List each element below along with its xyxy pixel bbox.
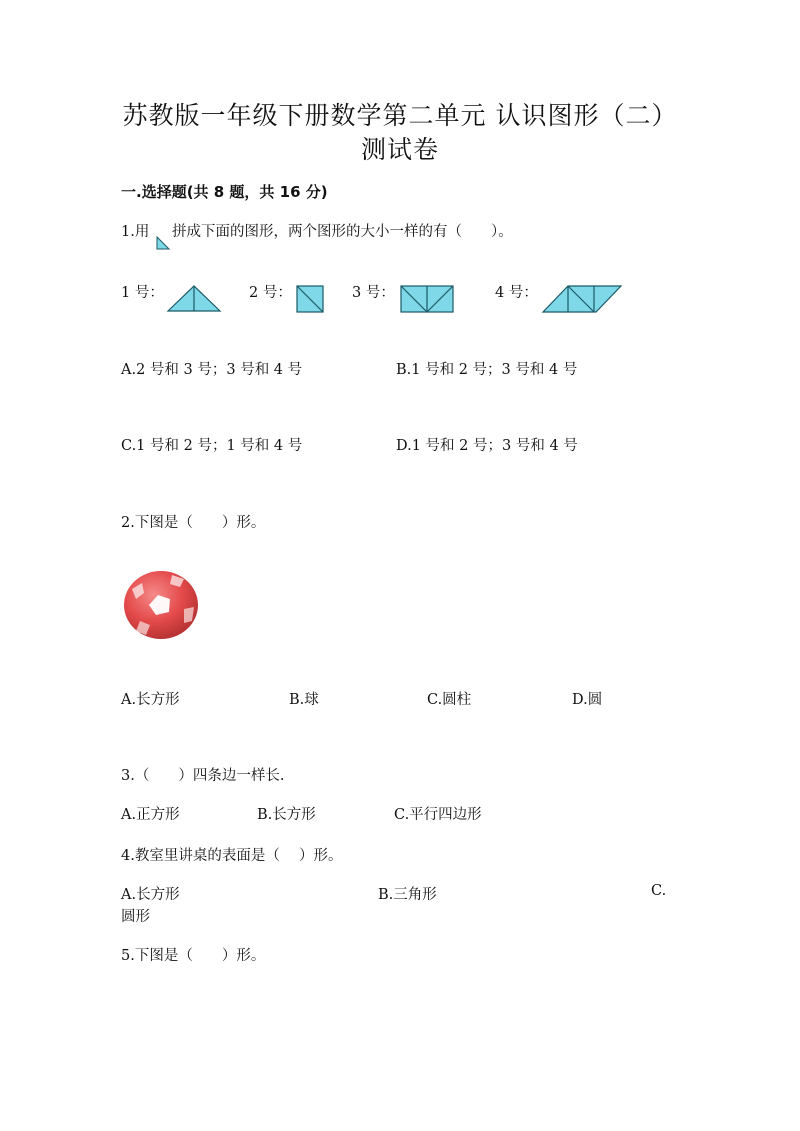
figure-1-triangle: [166, 284, 222, 312]
q2-option-d[interactable]: D.圆: [572, 692, 603, 708]
q2-option-b[interactable]: B.球: [289, 692, 319, 708]
figure-4-parallelogram: [542, 285, 622, 313]
page-title: 苏教版一年级下册数学第二单元 认识图形（二）: [122, 101, 678, 130]
q3-question-text: 3.（ ）四条边一样长.: [121, 768, 285, 784]
q1-question-text: 拼成下面的图形，两个图形的大小一样的有（ ）。: [172, 224, 513, 240]
q3-option-b[interactable]: B.长方形: [257, 807, 316, 823]
q1-option-c[interactable]: C.1 号和 2 号；1 号和 4 号: [121, 438, 303, 454]
q4-option-c[interactable]: C.: [651, 883, 667, 899]
q2-option-a[interactable]: A.长方形: [121, 692, 180, 708]
q4-question-text: 4.教室里讲桌的表面是（ ）形。: [121, 848, 343, 864]
ball-image: [122, 569, 200, 641]
q1-option-d[interactable]: D.1 号和 2 号；3 号和 4 号: [396, 438, 578, 454]
q3-option-a[interactable]: A.正方形: [121, 807, 180, 823]
q4-option-c-wrap[interactable]: 圆形: [121, 909, 150, 925]
q3-option-c[interactable]: C.平行四边形: [394, 807, 482, 823]
page-title-line2: 测试卷: [360, 135, 439, 164]
figure-3-rectangle: [400, 285, 454, 313]
section-heading: 一.选择题(共 8 题，共 16 分): [121, 183, 328, 201]
q1-option-b[interactable]: B.1 号和 2 号；3 号和 4 号: [396, 362, 578, 378]
q5-question-text: 5.下图是（ ）形。: [121, 948, 266, 964]
q4-option-b[interactable]: B.三角形: [378, 887, 437, 903]
q1-option-a[interactable]: A.2 号和 3 号；3 号和 4 号: [121, 362, 303, 378]
q2-option-c[interactable]: C.圆柱: [427, 692, 472, 708]
q1-prefix: 1.用: [121, 224, 150, 240]
q1-label-4: 4 号：: [495, 285, 538, 301]
q4-option-a[interactable]: A.长方形: [121, 887, 180, 903]
q1-label-2: 2 号：: [249, 285, 292, 301]
figure-2-square: [296, 285, 324, 313]
q2-question-text: 2.下图是（ ）形。: [121, 515, 266, 531]
q1-label-3: 3 号：: [352, 285, 395, 301]
small-triangle-icon: [156, 236, 170, 250]
q1-label-1: 1 号：: [121, 285, 164, 301]
